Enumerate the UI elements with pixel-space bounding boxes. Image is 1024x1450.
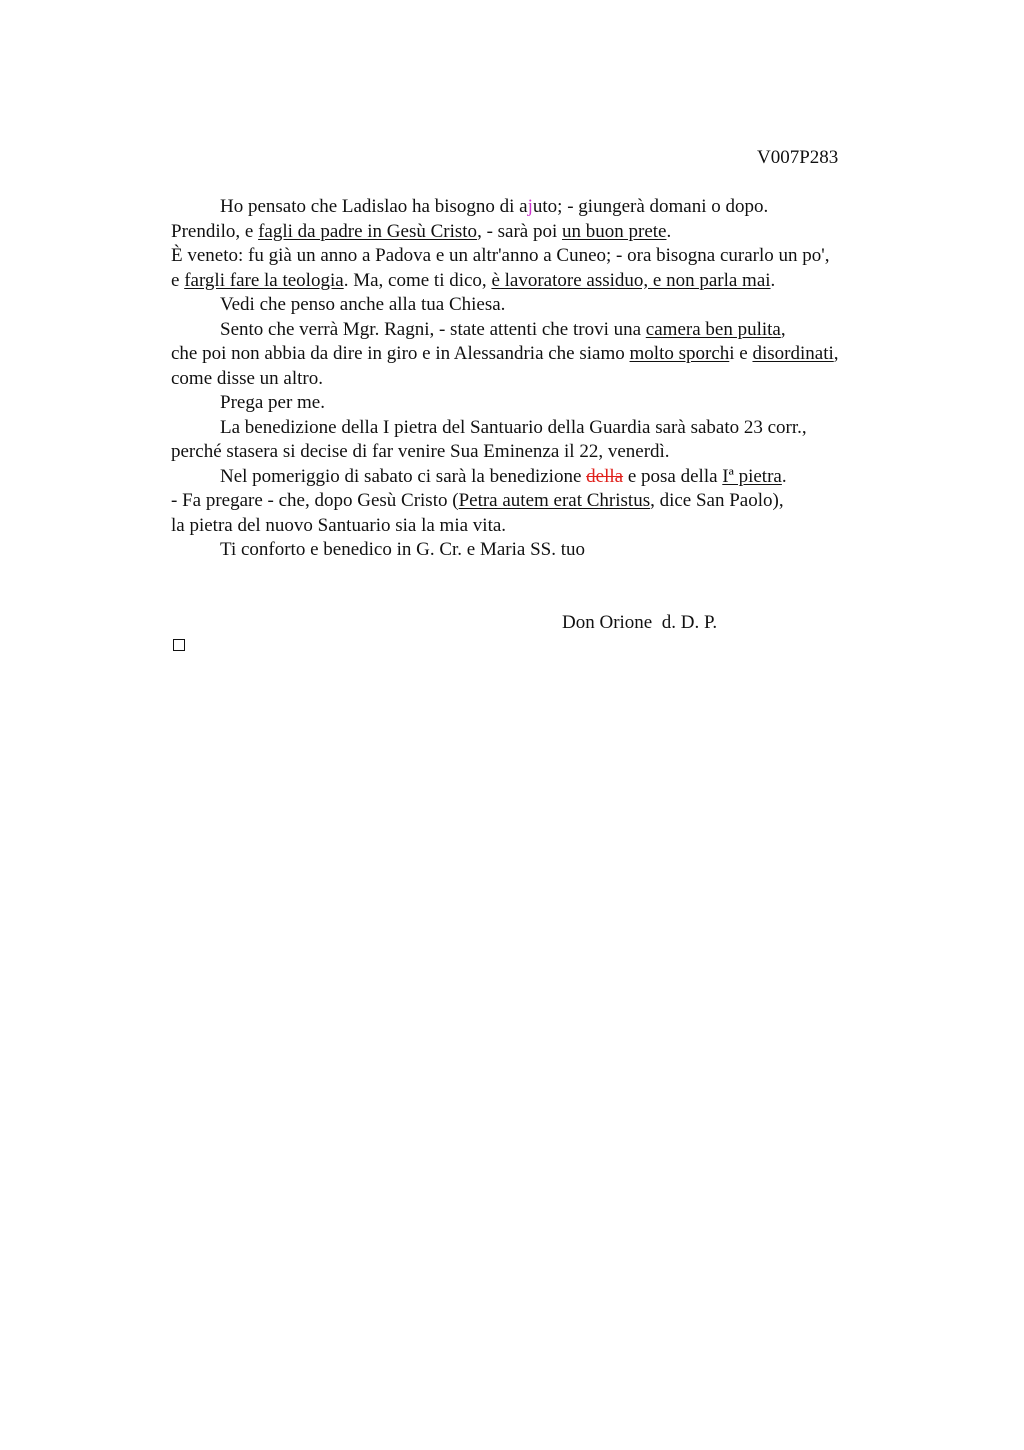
page-id: V007P283 [757, 147, 839, 168]
letter-line: che poi non abbia da dire in giro e in Alessandria che siamo molto sporchi e disordinati, [171, 343, 839, 364]
letter-line: Ho pensato che Ladislao ha bisogno di ajuto; - giungerà domani o dopo. [220, 196, 769, 217]
letter-line: - Fa pregare - che, dopo Gesù Cristo (Petra autem erat Christus, dice San Paolo), [171, 490, 784, 511]
letter-line: Sento che verrà Mgr. Ragni, - state attenti che trovi una camera ben pulita, [220, 318, 786, 340]
inserted-letter: j [527, 196, 533, 217]
letter-line: Prendilo, e fagli da padre in Gesù Cristo, - sarà poi un buon prete. [171, 220, 672, 242]
underlined-phrase: molto sporch [629, 343, 730, 364]
letter-line: come disse un altro. [171, 367, 323, 389]
letter-line: Vedi che penso anche alla tua Chiesa. [220, 294, 506, 315]
underlined-phrase: fagli da padre in Gesù Cristo [258, 220, 478, 242]
underlined-phrase: Iª pietra [722, 465, 782, 487]
underlined-phrase: disordinati [752, 343, 834, 364]
underlined-phrase: un buon prete [562, 220, 667, 242]
letter-line: perché stasera si decise di far venire Sua Eminenza il 22, venerdì. [171, 441, 670, 462]
letter-line: la pietra del nuovo Santuario sia la mia vita. [171, 514, 507, 536]
underlined-phrase: Petra autem erat Christus [458, 490, 651, 511]
letter-line: e fargli fare la teologia. Ma, come ti dico, è lavoratore assiduo, e non parla mai. [171, 269, 776, 291]
signature: Don Orione d. D. P. [562, 612, 718, 633]
empty-square-icon [173, 639, 185, 651]
underlined-phrase: fargli fare la teologia [184, 269, 344, 291]
letter-line: Nel pomeriggio di sabato ci sarà la benedizione della e posa della Iª pietra. [220, 465, 787, 487]
letter-line: La benedizione della I pietra del Santuario della Guardia sarà sabato 23 corr., [220, 416, 807, 438]
letter-line: Prega per me. [220, 392, 325, 413]
underlined-phrase: camera ben pulita [645, 318, 781, 340]
letter-line: È veneto: fu già un anno a Padova e un altr'anno a Cuneo; - ora bisogna curarlo un po', [171, 245, 830, 266]
letter-line: Ti conforto e benedico in G. Cr. e Maria SS. tuo [220, 539, 586, 560]
struck-word: della [586, 465, 624, 487]
underlined-phrase: è lavoratore assiduo, e non parla mai [491, 269, 771, 291]
letter-body [171, 195, 911, 563]
